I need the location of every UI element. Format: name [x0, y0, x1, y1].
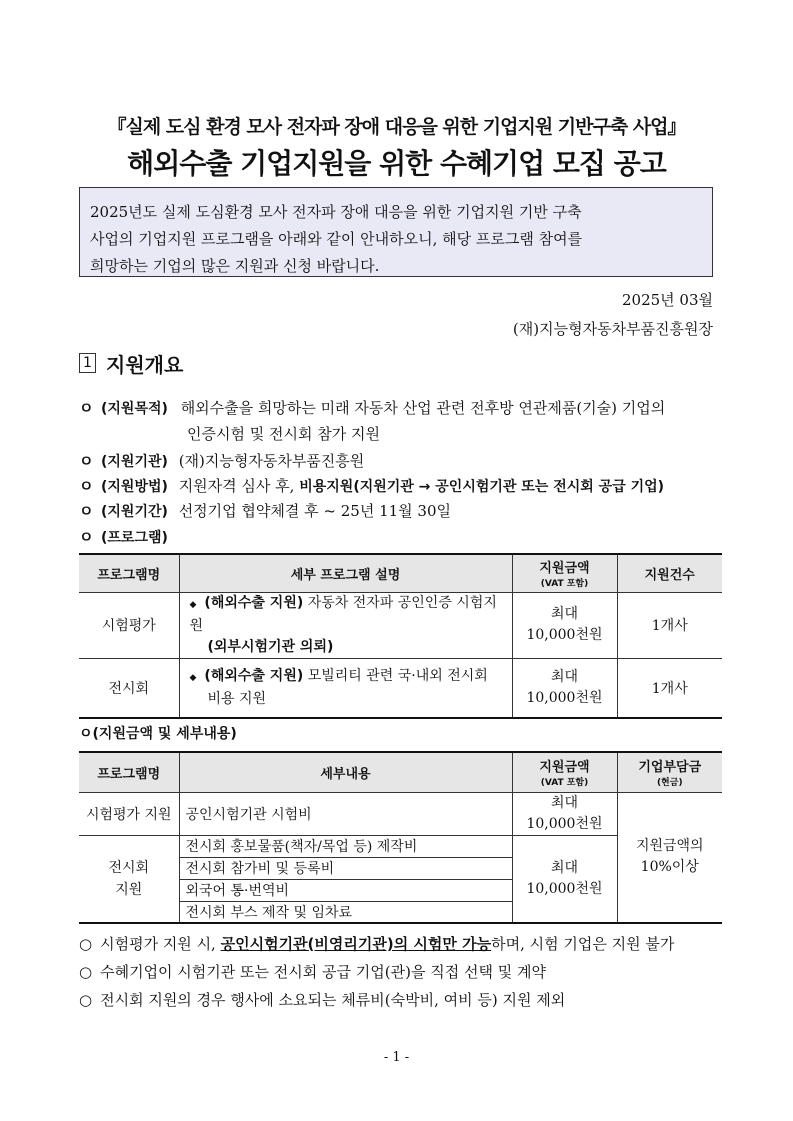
burden-line1: 지원금액의: [635, 838, 704, 855]
detail-program-name: [79, 835, 179, 923]
header-amount: [512, 752, 617, 792]
desc-bold: (해외수출 지원): [204, 594, 304, 611]
table-row: [79, 658, 722, 718]
overview-agency: [79, 450, 364, 471]
notice-line: 희망하는 기업의 많은 지원과 신청 바랍니다.: [90, 257, 380, 275]
header-program-name: 프로그램명: [79, 752, 179, 792]
desc-rest: 모빌리티 관련 국·내외 전시회: [303, 667, 488, 684]
burden-cell: [617, 792, 722, 923]
circle-bullet-icon: ○: [79, 963, 93, 981]
announcement-date: 2025년 03월: [621, 291, 713, 309]
program-amount: [512, 592, 617, 658]
program-count: 1개사: [617, 658, 722, 718]
notice-box: [79, 187, 713, 277]
header-amount-label: 지원금액: [539, 561, 590, 577]
header-count: 지원건수: [617, 554, 722, 592]
burden-line2: 10%이상: [640, 859, 699, 876]
header-description: 세부 프로그램 설명: [179, 554, 512, 592]
notice-line: 사업의 기업지원 프로그램을 아래와 같이 안내하오니, 해당 프로그램 참여를: [90, 230, 583, 248]
desc-bold: (해외수출 지원): [204, 667, 304, 684]
overview-purpose: [79, 397, 665, 418]
program-table: [79, 553, 722, 719]
page-title: 해외수출 기업지원을 위한 수혜기업 모집 공고: [127, 147, 666, 180]
note-2: [79, 961, 546, 982]
name-line2: 지원: [115, 881, 143, 898]
header-amount: [512, 554, 617, 592]
bullet-icon: ㅇ: [79, 399, 94, 417]
header-burden: [617, 752, 722, 792]
circle-bullet-icon: ○: [79, 935, 93, 953]
detail-amount: [512, 835, 617, 923]
program-name: 시험평가: [79, 592, 179, 658]
program-amount: [512, 658, 617, 718]
bullet-icon: ㅇ: [79, 452, 94, 470]
note-suffix: 하며, 시험 기업은 지원 불가: [491, 935, 675, 953]
detail-text: 전시회 홍보물품(책자/목업 등) 제작비: [179, 835, 512, 857]
detail-text: 전시회 참가비 및 등록비: [179, 857, 512, 879]
table-row: [79, 792, 722, 835]
diamond-bullet-icon: ◆: [189, 672, 197, 683]
amount-value: 10,000천원: [526, 880, 603, 897]
period-value: 선정기업 협약체결 후 ~ 25년 11월 30일: [178, 502, 452, 520]
note-3: [79, 989, 565, 1010]
amount-prefix: 최대: [550, 668, 579, 685]
table-header-row: [79, 752, 722, 792]
period-label: (지원기간): [101, 504, 168, 520]
method-bold: 비용지원(지원기관 → 공인시험기관 또는 전시회 공급 기업): [299, 479, 665, 495]
issuing-organization: (재)지능형자동차부품진흥원장: [512, 320, 713, 338]
header-burden-label: 기업부담금: [638, 760, 702, 776]
amount-value: 10,000천원: [526, 627, 603, 643]
diamond-bullet-icon: ◆: [189, 599, 197, 610]
name-line1: 전시회: [108, 859, 150, 876]
detail-amount: [512, 792, 617, 835]
bullet-icon: ㅇ: [79, 502, 94, 520]
overview-purpose-cont: 인증시험 및 전시회 참가 지원: [187, 425, 380, 443]
bullet-icon: ㅇ: [79, 528, 94, 546]
note-prefix: 시험평가 지원 시,: [100, 935, 221, 953]
purpose-text: 해외수출을 희망하는 미래 자동차 산업 관련 전후방 연관제품(기술) 기업의: [180, 399, 666, 417]
bullet-icon: ㅇ: [79, 477, 94, 495]
amount-value: 10,000천원: [526, 815, 603, 832]
desc-line2: 비용 지원: [207, 690, 267, 707]
detail-section-label: ㅇ(지원금액 및 세부내용): [79, 726, 237, 742]
section-number-box: 1: [79, 353, 96, 373]
overview-program: [79, 526, 168, 547]
notice-line: 2025년도 실제 도심환경 모사 전자파 장애 대응을 위한 기업지원 기반 구축: [90, 203, 582, 221]
amount-prefix: 최대: [550, 794, 579, 811]
program-description: [179, 658, 512, 718]
circle-bullet-icon: ○: [79, 991, 93, 1009]
program-name: 전시회: [79, 658, 179, 718]
amount-prefix: 최대: [550, 606, 579, 622]
overview-method: [79, 475, 664, 496]
header-amount-sub: (VAT 포함): [540, 778, 589, 789]
table-header-row: [79, 554, 722, 592]
project-subtitle: 『실제 도심 환경 모사 전자파 장애 대응을 위한 기업지원 기반구축 사업』: [107, 116, 686, 138]
header-burden-sub: (현금): [656, 778, 683, 789]
detail-table: [79, 751, 722, 924]
amount-value: 10,000천원: [526, 689, 603, 706]
detail-text: 외국어 통·번역비: [179, 879, 512, 901]
detail-program-name: 시험평가 지원: [79, 792, 179, 835]
note-text: 전시회 지원의 경우 행사에 소요되는 체류비(숙박비, 여비 등) 지원 제외: [100, 991, 566, 1009]
amount-prefix: 최대: [550, 859, 579, 876]
page-number: - 1 -: [383, 1050, 410, 1065]
header-amount-label: 지원금액: [539, 760, 590, 776]
note-bold: 공인시험기관(비영리기관)의 시험만 가능: [220, 935, 492, 953]
header-detail: 세부내용: [179, 752, 512, 792]
agency-label: (지원기관): [101, 454, 168, 470]
program-label: (프로그램): [101, 530, 168, 546]
header-amount-sub: (VAT 포함): [540, 579, 589, 590]
agency-value: (재)지능형자동차부품진흥원: [178, 452, 365, 470]
table-row: [79, 592, 722, 658]
note-1: [79, 933, 674, 954]
method-prefix: 지원자격 심사 후,: [178, 477, 295, 495]
overview-period: [79, 500, 451, 521]
detail-text: 전시회 부스 제작 및 임차료: [179, 901, 512, 923]
purpose-label: (지원목적): [101, 401, 168, 417]
note-text: 수혜기업이 시험기관 또는 전시회 공급 기업(관)을 직접 선택 및 계약: [100, 963, 546, 981]
program-description: [179, 592, 512, 658]
desc-line2: (외부시험기관 의뢰): [207, 638, 334, 655]
program-count: 1개사: [617, 592, 722, 658]
section-title: 지원개요: [106, 353, 184, 377]
method-label: (지원방법): [101, 479, 168, 495]
detail-text: 공인시험기관 시험비: [179, 792, 512, 835]
desc-rest: 자동차 전자파 공인인증 시험지원: [189, 594, 497, 634]
header-program-name: 프로그램명: [79, 554, 179, 592]
